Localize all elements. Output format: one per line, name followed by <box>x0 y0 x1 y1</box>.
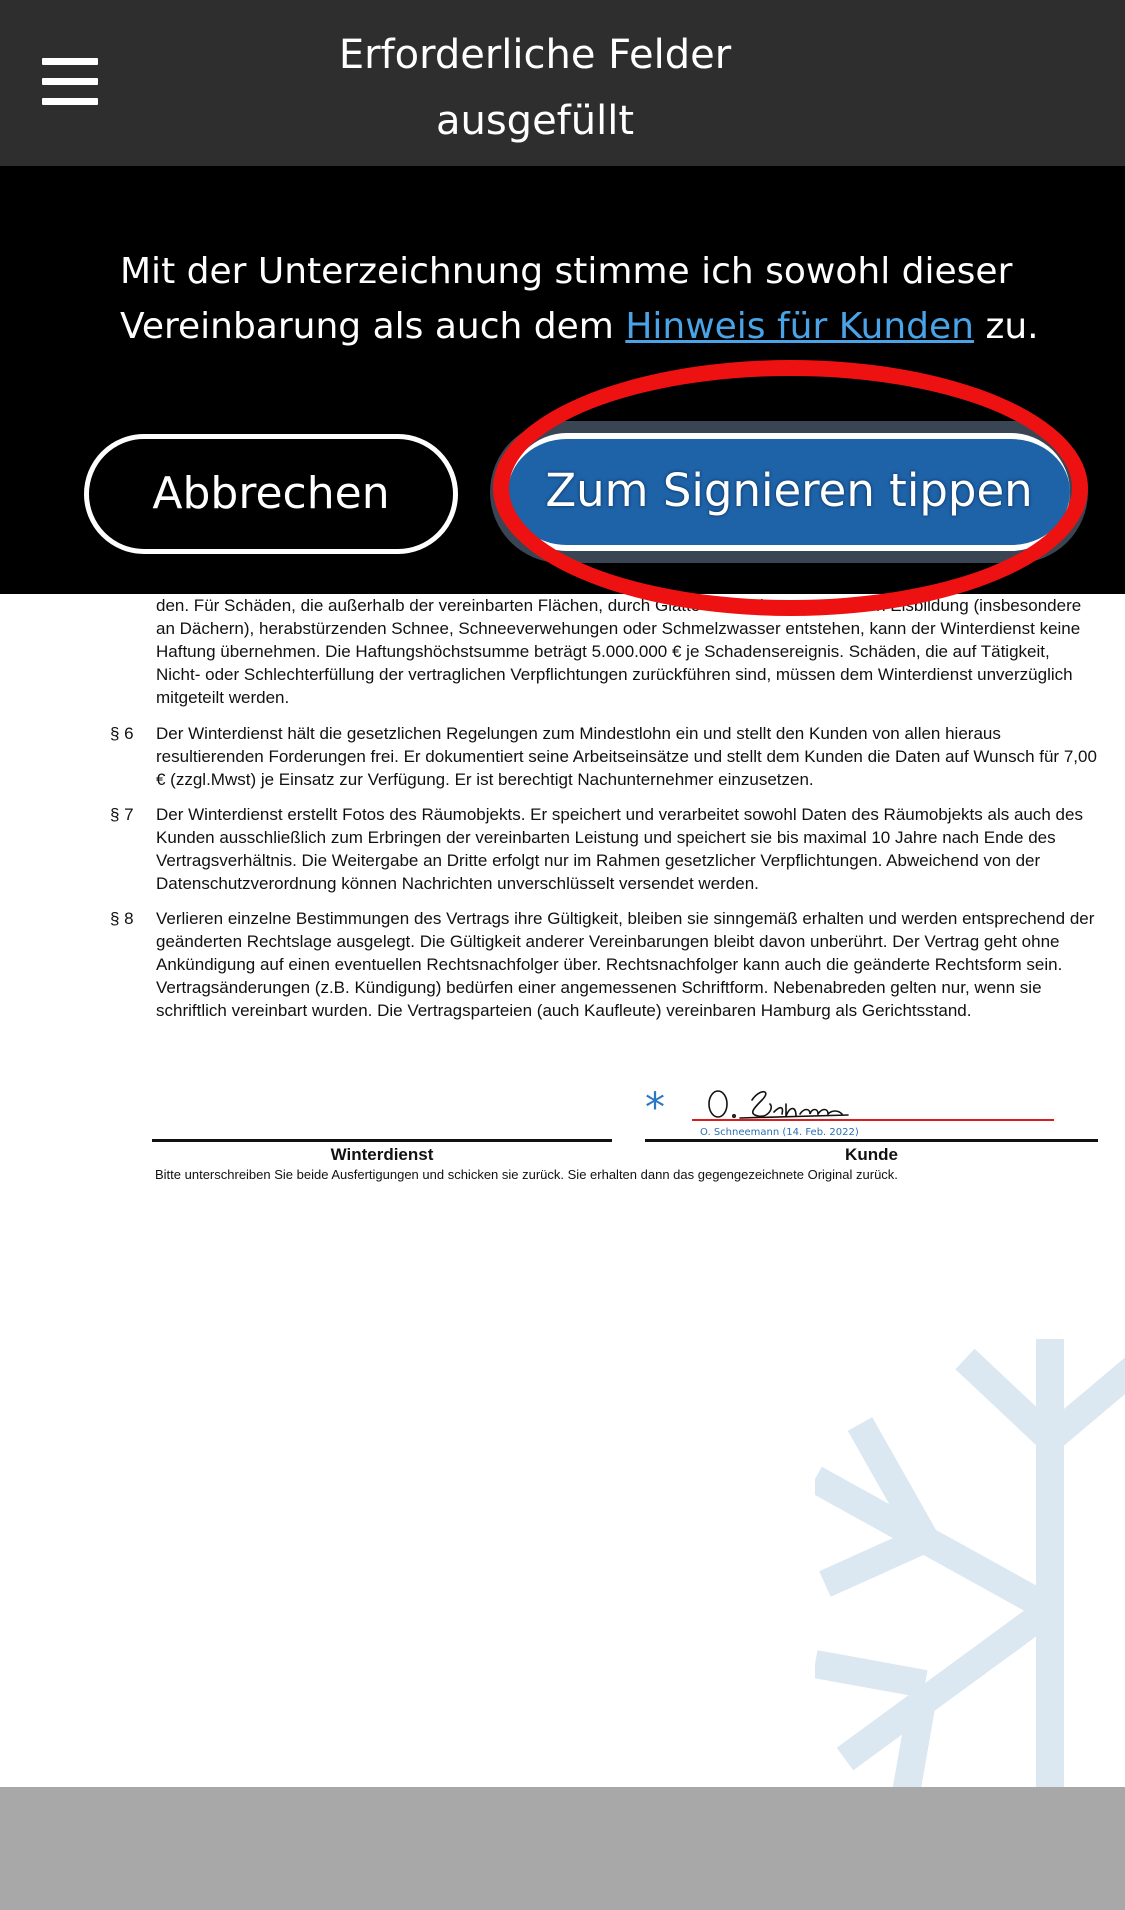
required-field-marker: * <box>645 1085 665 1131</box>
paragraph-5-continued: den. Für Schäden, die außerhalb der vereinbarten Flächen, durch Glätte und Lichtzustand, durch Eisbildung (insbesondere an Dächern), herabstürzenden Schnee, Schneeverwehungen oder Schmelzwasser entstehen, kann der Winterdienst keine Haftung übernehmen. Die Haftungshöchstsumme beträgt 5.000.000 € je Schadensereignis. Schäden, die auf Tätigkeit, Nicht- oder Schlechterfüllung der vertraglichen Verpflichtungen zurückführen sind, müssen dem Winterdienst unverzüglich mitgeteilt werden. <box>156 596 1082 707</box>
paragraph-text: Verlieren einzelne Bestimmungen des Vertrags ihre Gültigkeit, bleiben sie sinngemäß erhalten und werden entsprechend der geänderten Rechtslage ausgelegt. Die Gültigkeit anderer Vereinbarungen bleibt davon unberührt. Der Vertrag geht ohne Ankündigung auf einen eventuellen Rechtsnachfolger über. Rechtsnachfolger kann auch die geänderte Rechtsform sein. Vertragsänderungen (z.B. Kündigung) bedürfen einer angemessenen Schriftform. Nebenabreden gelten nur, wenn sie schriftlich vereinbart wurden. Die Vertragsparteien (auch Kaufleute) vereinbaren Hamburg als Gerichtsstand. <box>156 909 1095 1020</box>
paragraph-number: § 7 <box>110 805 134 824</box>
paragraph-number: § 6 <box>110 724 134 743</box>
paragraph-text: Der Winterdienst hält die gesetzlichen Regelungen zum Mindestlohn ein und stellt den Kunden von allen hieraus resultierenden Forderungen frei. Er dokumentiert seine Arbeitseinsätze und stellt dem Kunden die Daten auf Wunsch für 7,00 € (zzgl.Mwst) je Einsatz zur Verfügung. Er ist berechtigt Nachunternehmer einzusetzen. <box>156 724 1097 789</box>
tap-to-sign-button[interactable]: Zum Signieren tippen <box>508 433 1070 551</box>
signature-caption: O. Schneemann (14. Feb. 2022) <box>700 1127 859 1138</box>
signature-line-kunde <box>645 1139 1098 1142</box>
signature-field-line[interactable] <box>692 1119 1054 1121</box>
consent-text-after: zu. <box>974 306 1039 347</box>
handwritten-signature[interactable] <box>700 1084 850 1120</box>
document-footer-note: Bitte unterschreiben Sie beide Ausfertigungen und schicken sie zurück. Sie erhalten dann das gegengezeichnete Original zurück. <box>155 1167 898 1182</box>
paragraph-text: Der Winterdienst erstellt Fotos des Räumobjekts. Er speichert und verarbeitet sowohl Daten des Räumobjekts als auch des Kunden ausschließlich zum Erbringen der vereinbarten Leistung und speichert sie bis maximal 10 Jahre nach Ende des Vertragsverhältnis. Die Weitergabe an Dritte erfolgt nur im Rahmen gesetzlicher Verpflichtungen. Abweichend von der Datenschutzverordnung können Nachrichten unverschlüsselt versendet werden. <box>156 805 1083 893</box>
signature-line-winterdienst <box>152 1139 612 1142</box>
customer-notice-link[interactable]: Hinweis für Kunden <box>625 306 974 347</box>
paragraph-number: § 8 <box>110 909 134 928</box>
hamburger-menu-icon[interactable] <box>38 56 100 108</box>
page-title: Erforderliche Felder ausgefüllt <box>338 32 732 144</box>
signing-consent-panel <box>0 166 1125 594</box>
bottom-bar <box>0 1787 1125 1910</box>
cancel-button[interactable]: Abbrechen <box>84 434 458 554</box>
document-page <box>0 594 1125 1787</box>
top-bar <box>0 0 1125 166</box>
consent-text <box>120 244 1080 354</box>
signature-label-kunde: Kunde <box>845 1145 898 1164</box>
consent-text-before: Mit der Unterzeichnung stimme ich sowohl dieser Vereinbarung als auch dem <box>120 251 1013 347</box>
sign-button-container <box>490 421 1088 563</box>
snowflake-watermark-icon <box>815 1339 1125 1787</box>
signature-label-winterdienst: Winterdienst <box>330 1145 434 1164</box>
